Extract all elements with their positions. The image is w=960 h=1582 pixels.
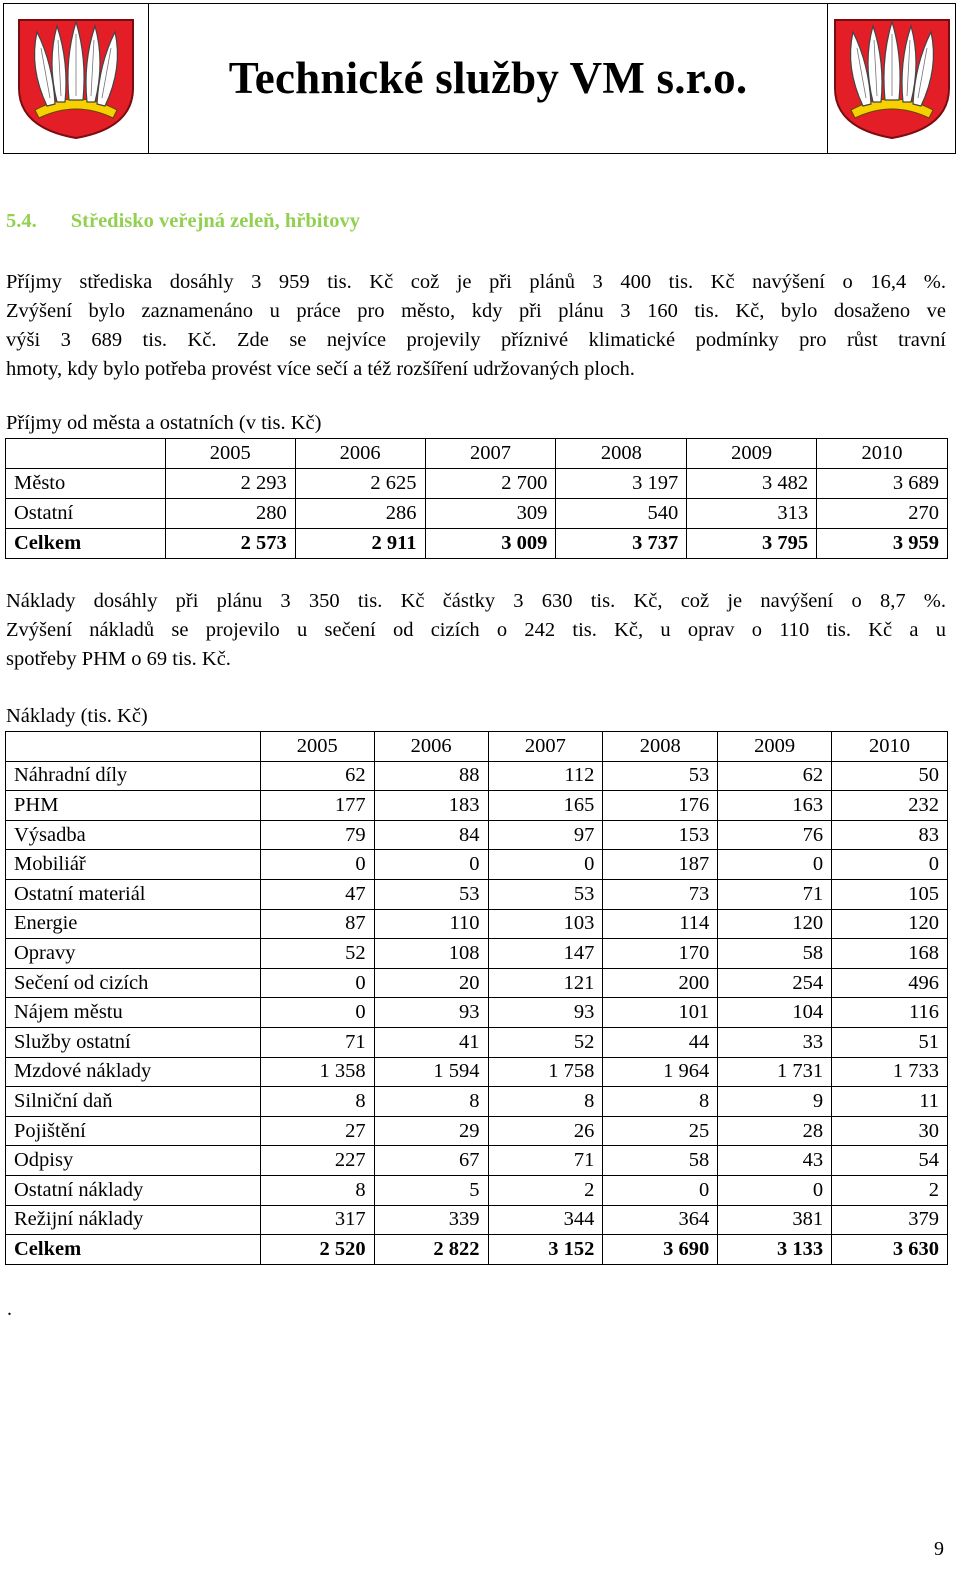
- table-cell: 71: [488, 1146, 603, 1176]
- table-cell: 1 733: [832, 1057, 948, 1087]
- row-label: Ostatní náklady: [6, 1175, 261, 1205]
- trailing-dot: .: [7, 1298, 12, 1320]
- table-cell: 170: [603, 939, 718, 969]
- table-row: [6, 998, 948, 1028]
- table-cell: 5: [374, 1175, 488, 1205]
- costs-table: [5, 731, 948, 1265]
- table-cell: 58: [718, 939, 832, 969]
- table-cell: 153: [603, 820, 718, 850]
- table-cell: 3 009: [425, 529, 556, 559]
- page-number: 9: [934, 1538, 944, 1560]
- table-cell: 0: [260, 850, 374, 880]
- table-cell: 26: [488, 1116, 603, 1146]
- table-cell: 3 689: [817, 469, 948, 499]
- table-cell: 254: [718, 968, 832, 998]
- paragraph-line: Zvýšení bylo zaznamenáno u práce pro město, kdy při plánu 3 160 tis. Kč, bylo dosaženo ve: [6, 300, 946, 322]
- table-cell: 50: [832, 761, 948, 791]
- table-row: [6, 1146, 948, 1176]
- table-cell: 8: [603, 1087, 718, 1117]
- table-cell: 177: [260, 791, 374, 821]
- empty-header-cell: [6, 439, 166, 469]
- table-cell: 51: [832, 1027, 948, 1057]
- table-cell: 53: [488, 879, 603, 909]
- table-cell: 33: [718, 1027, 832, 1057]
- table-header-row: [6, 439, 948, 469]
- city-coat-of-arms-icon: [17, 18, 135, 140]
- table-cell: 28: [718, 1116, 832, 1146]
- table-cell: 79: [260, 820, 374, 850]
- year-header: 2008: [603, 732, 718, 762]
- year-header: 2008: [556, 439, 687, 469]
- table-total-row: [6, 529, 948, 559]
- table-cell: 0: [488, 850, 603, 880]
- table-cell: 101: [603, 998, 718, 1028]
- table-cell: 110: [374, 909, 488, 939]
- table-cell: 1 594: [374, 1057, 488, 1087]
- table-row: [6, 1116, 948, 1146]
- table-cell: 58: [603, 1146, 718, 1176]
- table-cell: 344: [488, 1205, 603, 1235]
- table-cell: 43: [718, 1146, 832, 1176]
- paragraph-line: hmoty, kdy bylo potřeba provést více sečí a též rozšíření udržovaných ploch.: [6, 358, 635, 380]
- year-header: 2006: [295, 439, 425, 469]
- table-row: [6, 879, 948, 909]
- table-cell: 168: [832, 939, 948, 969]
- costs-paragraph: [6, 587, 946, 674]
- table-cell: 3 690: [603, 1235, 718, 1265]
- table-cell: 381: [718, 1205, 832, 1235]
- table-cell: 88: [374, 761, 488, 791]
- table-cell: 3 795: [687, 529, 817, 559]
- table-row: [6, 1087, 948, 1117]
- table-cell: 0: [260, 998, 374, 1028]
- row-label: Mobiliář: [6, 850, 261, 880]
- table-row: [6, 499, 948, 529]
- row-label: Opravy: [6, 939, 261, 969]
- table-cell: 103: [488, 909, 603, 939]
- year-header: 2005: [165, 439, 295, 469]
- table-cell: 270: [817, 499, 948, 529]
- table-cell: 25: [603, 1116, 718, 1146]
- table-cell: 313: [687, 499, 817, 529]
- table-cell: 1 758: [488, 1057, 603, 1087]
- table-cell: 339: [374, 1205, 488, 1235]
- table-cell: 52: [260, 939, 374, 969]
- table-cell: 8: [374, 1087, 488, 1117]
- table-cell: 120: [718, 909, 832, 939]
- year-header: 2007: [488, 732, 603, 762]
- table-cell: 93: [488, 998, 603, 1028]
- table-cell: 364: [603, 1205, 718, 1235]
- table-cell: 200: [603, 968, 718, 998]
- table-cell: 83: [832, 820, 948, 850]
- row-label: Energie: [6, 909, 261, 939]
- table-cell: 76: [718, 820, 832, 850]
- table-cell: 1 358: [260, 1057, 374, 1087]
- table-cell: 53: [374, 879, 488, 909]
- table-cell: 9: [718, 1087, 832, 1117]
- table-cell: 0: [832, 850, 948, 880]
- table-cell: 73: [603, 879, 718, 909]
- table-cell: 317: [260, 1205, 374, 1235]
- table-cell: 120: [832, 909, 948, 939]
- table-cell: 11: [832, 1087, 948, 1117]
- row-label: Město: [6, 469, 166, 499]
- table-row: [6, 820, 948, 850]
- table-row: [6, 1057, 948, 1087]
- table-cell: 3 152: [488, 1235, 603, 1265]
- table-cell: 309: [425, 499, 556, 529]
- year-header: 2006: [374, 732, 488, 762]
- table-cell: 27: [260, 1116, 374, 1146]
- section-title: Středisko veřejná zeleň, hřbitovy: [70, 210, 360, 232]
- table-cell: 2 573: [165, 529, 295, 559]
- table-cell: 8: [260, 1087, 374, 1117]
- row-label: Služby ostatní: [6, 1027, 261, 1057]
- table-cell: 3 482: [687, 469, 817, 499]
- table-cell: 280: [165, 499, 295, 529]
- year-header: 2010: [817, 439, 948, 469]
- table-cell: 2 700: [425, 469, 556, 499]
- table-cell: 0: [718, 850, 832, 880]
- table-row: [6, 791, 948, 821]
- table-cell: 232: [832, 791, 948, 821]
- table-cell: 71: [260, 1027, 374, 1057]
- table-cell: 2 520: [260, 1235, 374, 1265]
- table-cell: 30: [832, 1116, 948, 1146]
- table-cell: 108: [374, 939, 488, 969]
- table-cell: 3 630: [832, 1235, 948, 1265]
- year-header: 2007: [425, 439, 556, 469]
- logo-right: [827, 4, 955, 153]
- table-cell: 163: [718, 791, 832, 821]
- row-label: Ostatní: [6, 499, 166, 529]
- year-header: 2005: [260, 732, 374, 762]
- row-label: PHM: [6, 791, 261, 821]
- table-cell: 2 625: [295, 469, 425, 499]
- table-cell: 67: [374, 1146, 488, 1176]
- page-header: [3, 3, 956, 154]
- table-cell: 20: [374, 968, 488, 998]
- row-label: Nájem městu: [6, 998, 261, 1028]
- paragraph-line: Náklady dosáhly při plánu 3 350 tis. Kč částky 3 630 tis. Kč, což je navýšení o 8,7 %.: [6, 590, 946, 612]
- row-label: Sečení od cizích: [6, 968, 261, 998]
- table-header-row: [6, 732, 948, 762]
- table-cell: 165: [488, 791, 603, 821]
- row-label: Náhradní díly: [6, 761, 261, 791]
- table-cell: 3 737: [556, 529, 687, 559]
- table-cell: 87: [260, 909, 374, 939]
- table-cell: 3 959: [817, 529, 948, 559]
- row-label: Ostatní materiál: [6, 879, 261, 909]
- table-cell: 0: [260, 968, 374, 998]
- logo-left: [4, 4, 149, 153]
- table-cell: 52: [488, 1027, 603, 1057]
- table-cell: 97: [488, 820, 603, 850]
- table-cell: 71: [718, 879, 832, 909]
- table-cell: 116: [832, 998, 948, 1028]
- table-cell: 62: [718, 761, 832, 791]
- table-cell: 227: [260, 1146, 374, 1176]
- table-cell: 41: [374, 1027, 488, 1057]
- table-cell: 62: [260, 761, 374, 791]
- row-label: Výsadba: [6, 820, 261, 850]
- table-row: [6, 1027, 948, 1057]
- intro-paragraph: [6, 268, 946, 384]
- section-number: 5.4.: [6, 210, 37, 232]
- table-cell: 2 911: [295, 529, 425, 559]
- table-cell: 0: [374, 850, 488, 880]
- income-table: [5, 438, 948, 559]
- table-cell: 2 822: [374, 1235, 488, 1265]
- income-table-caption: Příjmy od města a ostatních (v tis. Kč): [6, 412, 322, 434]
- table-cell: 8: [488, 1087, 603, 1117]
- table-cell: 112: [488, 761, 603, 791]
- table-row: [6, 1175, 948, 1205]
- table-cell: 3 133: [718, 1235, 832, 1265]
- table-cell: 93: [374, 998, 488, 1028]
- table-cell: 286: [295, 499, 425, 529]
- table-row: [6, 850, 948, 880]
- row-label: Silniční daň: [6, 1087, 261, 1117]
- row-label: Režijní náklady: [6, 1205, 261, 1235]
- table-cell: 105: [832, 879, 948, 909]
- table-cell: 176: [603, 791, 718, 821]
- table-row: [6, 968, 948, 998]
- paragraph-line: spotřeby PHM o 69 tis. Kč.: [6, 648, 231, 670]
- table-cell: 183: [374, 791, 488, 821]
- table-row: [6, 939, 948, 969]
- paragraph-line: Zvýšení nákladů se projevilo u sečení od cizích o 242 tis. Kč, u oprav o 110 tis. Kč a u: [6, 619, 946, 641]
- table-cell: 44: [603, 1027, 718, 1057]
- table-cell: 47: [260, 879, 374, 909]
- table-row: [6, 761, 948, 791]
- table-cell: 1 964: [603, 1057, 718, 1087]
- table-row: [6, 1205, 948, 1235]
- company-title: Technické služby VM s.r.o.: [228, 52, 748, 103]
- row-label: Pojištění: [6, 1116, 261, 1146]
- costs-table-caption: Náklady (tis. Kč): [6, 705, 148, 727]
- table-cell: 1 731: [718, 1057, 832, 1087]
- table-cell: 53: [603, 761, 718, 791]
- table-cell: 121: [488, 968, 603, 998]
- table-cell: 540: [556, 499, 687, 529]
- table-cell: 8: [260, 1175, 374, 1205]
- table-cell: 114: [603, 909, 718, 939]
- table-cell: 147: [488, 939, 603, 969]
- table-row: [6, 469, 948, 499]
- table-cell: 29: [374, 1116, 488, 1146]
- table-cell: 2 293: [165, 469, 295, 499]
- table-cell: 2: [832, 1175, 948, 1205]
- year-header: 2010: [832, 732, 948, 762]
- table-cell: 379: [832, 1205, 948, 1235]
- row-label: Celkem: [6, 1235, 261, 1265]
- table-cell: 0: [603, 1175, 718, 1205]
- table-cell: 2: [488, 1175, 603, 1205]
- city-coat-of-arms-icon: [833, 18, 951, 140]
- table-cell: 54: [832, 1146, 948, 1176]
- table-cell: 3 197: [556, 469, 687, 499]
- paragraph-line: Příjmy střediska dosáhly 3 959 tis. Kč což je při plánů 3 400 tis. Kč navýšení o 16,4 %.: [6, 271, 946, 293]
- row-label: Mzdové náklady: [6, 1057, 261, 1087]
- section-heading: [6, 210, 360, 233]
- table-row: [6, 909, 948, 939]
- year-header: 2009: [718, 732, 832, 762]
- table-cell: 84: [374, 820, 488, 850]
- row-label: Celkem: [6, 529, 166, 559]
- year-header: 2009: [687, 439, 817, 469]
- table-total-row: [6, 1235, 948, 1265]
- header-title-cell: [149, 4, 827, 153]
- row-label: Odpisy: [6, 1146, 261, 1176]
- paragraph-line: výši 3 689 tis. Kč. Zde se nejvíce projevily příznivé klimatické podmínky pro růst travní: [6, 329, 946, 351]
- empty-header-cell: [6, 732, 261, 762]
- table-cell: 187: [603, 850, 718, 880]
- table-cell: 104: [718, 998, 832, 1028]
- table-cell: 0: [718, 1175, 832, 1205]
- table-cell: 496: [832, 968, 948, 998]
